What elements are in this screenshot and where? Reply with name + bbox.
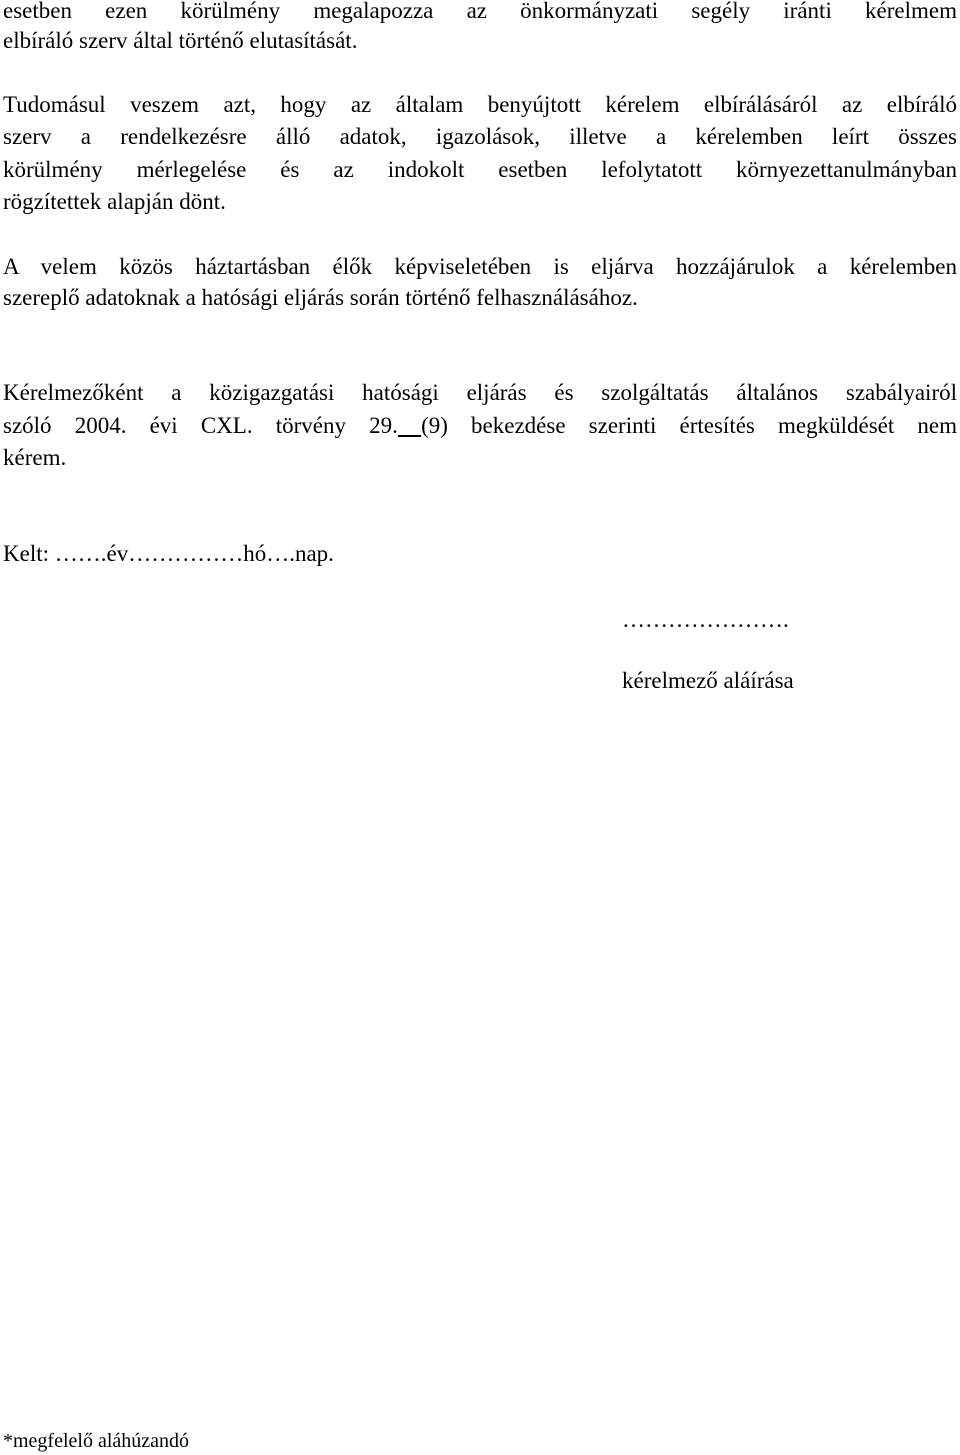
paragraph-notification-line-2 xyxy=(3,411,957,441)
notification-law-reference-rest: (9) bekezdése szerinti értesítés megküldését nem xyxy=(421,413,958,438)
footnote: *megfelelő aláhúzandó xyxy=(3,1430,190,1452)
notification-law-reference: szóló 2004. évi CXL. törvény 29. xyxy=(3,413,398,438)
paragraph-consequence-line-1: esetben ezen körülmény megalapozza az önkormányzati segély iránti kérelmem xyxy=(3,0,957,23)
date-field: Kelt: …….év……………hó….nap. xyxy=(3,541,334,566)
paragraph-acknowledgement-line-4: rögzítettek alapján dönt. xyxy=(3,189,226,214)
paragraph-notification-line-3: kérem. xyxy=(3,445,67,470)
paragraph-consent-line-1: A velem közös háztartásban élők képviseletében is eljárva hozzájárulok a kérelemben xyxy=(3,254,957,279)
paragraph-consequence-line-2: elbíráló szerv által történő elutasítását. xyxy=(3,28,358,53)
signature-line: …………………. xyxy=(622,607,789,632)
signature-label: kérelmező aláírása xyxy=(622,668,794,693)
paragraph-acknowledgement-line-2: szerv a rendelkezésre álló adatok, igazolások, illetve a kérelemben leírt összes xyxy=(3,124,957,149)
paragraph-acknowledgement-line-3: körülmény mérlegelése és az indokolt esetben lefolytatott környezettanulmányban xyxy=(3,157,957,182)
paragraph-acknowledgement-line-1: Tudomásul veszem azt, hogy az általam benyújtott kérelem elbírálásáról az elbíráló xyxy=(3,92,957,117)
section-mark xyxy=(398,413,421,438)
paragraph-consent-line-2: szereplő adatoknak a hatósági eljárás során történő felhasználásához. xyxy=(3,285,638,310)
paragraph-notification-line-1: Kérelmezőként a közigazgatási hatósági eljárás és szolgáltatás általános szabályairól xyxy=(3,380,957,405)
